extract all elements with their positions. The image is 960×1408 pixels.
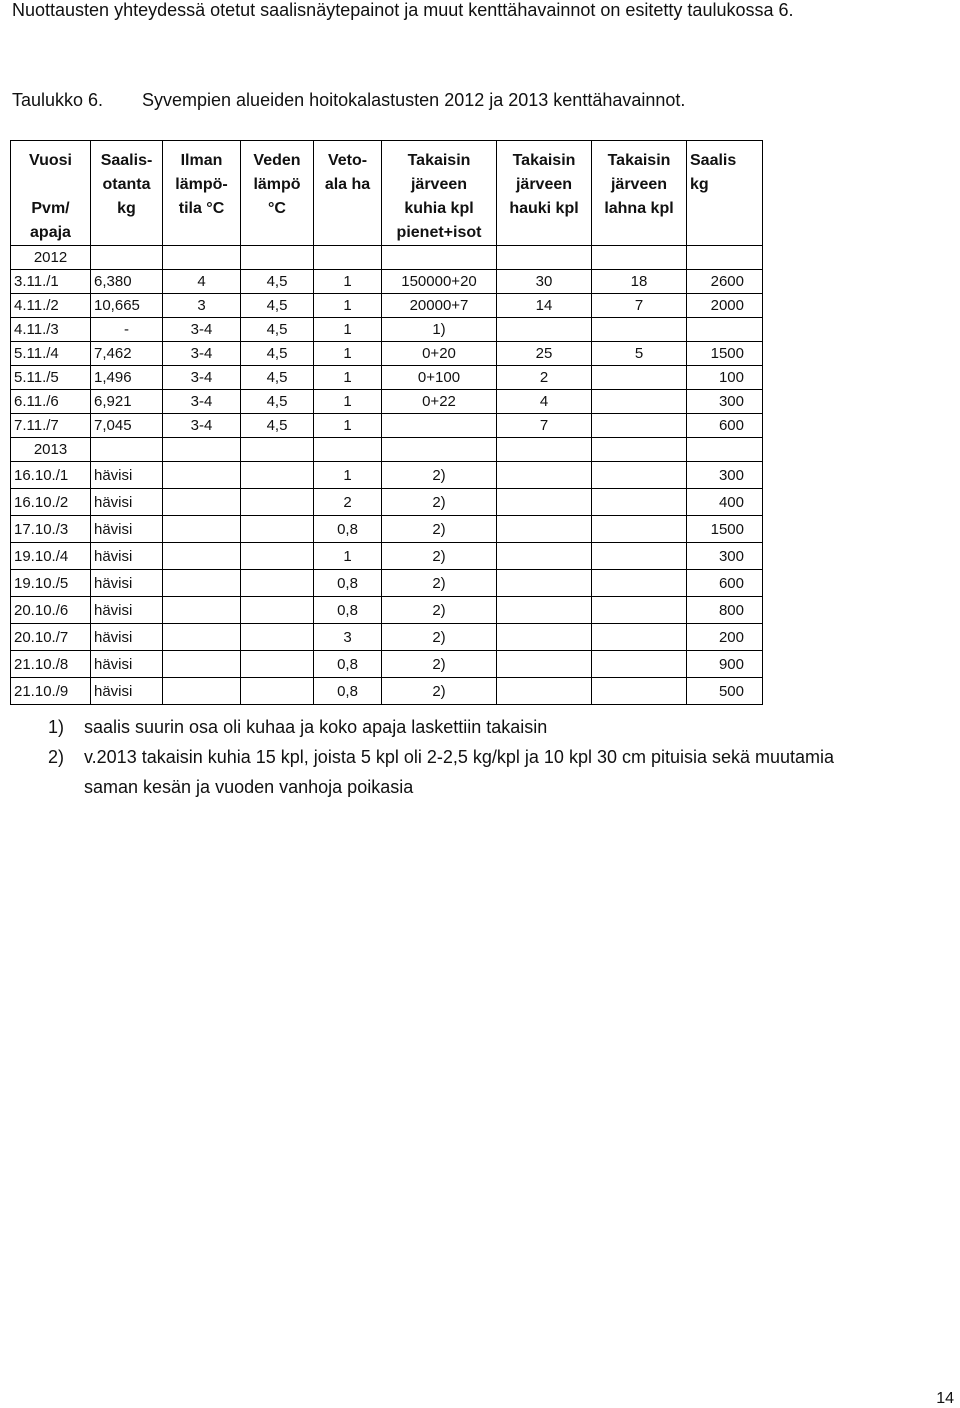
table-cell (497, 489, 592, 516)
table-cell: 900 (687, 651, 763, 678)
table-cell: 7,045 (91, 414, 163, 438)
table-cell: 1 (314, 366, 382, 390)
table-cell: 0,8 (314, 651, 382, 678)
table-cell: 25 (497, 342, 592, 366)
table-cell: 0+100 (382, 366, 497, 390)
table-cell: 4,5 (241, 294, 314, 318)
table-cell (592, 597, 687, 624)
table-cell: 2013 (11, 438, 91, 462)
table-cell: 2000 (687, 294, 763, 318)
table-cell: 150000+20 (382, 270, 497, 294)
table-cell (91, 438, 163, 462)
footnote-text: v.2013 takaisin kuhia 15 kpl, joista 5 kpl oli 2-2,5 kg/kpl ja 10 kpl 30 cm pituisia sekä muutamia saman kesän ja vuoden vanhoja poikasia (84, 747, 835, 797)
table-cell: 100 (687, 366, 763, 390)
table-cell: 3.11./1 (11, 270, 91, 294)
table-row (11, 543, 763, 570)
table-cell (592, 624, 687, 651)
table-cell (314, 438, 382, 462)
table-cell (592, 651, 687, 678)
table-cell: 7 (497, 414, 592, 438)
table-cell (241, 246, 314, 270)
table-cell: 2) (382, 597, 497, 624)
table-cell: 4.11./3 (11, 318, 91, 342)
table-cell: hävisi (91, 597, 163, 624)
table-cell: 20000+7 (382, 294, 497, 318)
table-cell (382, 414, 497, 438)
table-cell: 0+20 (382, 342, 497, 366)
table-row (11, 624, 763, 651)
table-cell (163, 516, 241, 543)
table-cell: 4,5 (241, 270, 314, 294)
table-cell: hävisi (91, 651, 163, 678)
column-header: Saalis- otanta kg (91, 141, 163, 246)
table-cell (497, 516, 592, 543)
table-cell (91, 246, 163, 270)
table-cell: 1 (314, 462, 382, 489)
table-cell: 4 (497, 390, 592, 414)
table-cell (497, 438, 592, 462)
table-cell: 1 (314, 294, 382, 318)
table-cell (592, 390, 687, 414)
table-cell: 0,8 (314, 570, 382, 597)
table-row (11, 270, 763, 294)
table-cell: 500 (687, 678, 763, 705)
table-row (11, 489, 763, 516)
table-row (11, 462, 763, 489)
table-cell: 2) (382, 651, 497, 678)
table-cell (497, 678, 592, 705)
table-cell: 3-4 (163, 390, 241, 414)
table-cell: 600 (687, 570, 763, 597)
table-cell (241, 678, 314, 705)
table-cell: hävisi (91, 678, 163, 705)
page-number: 14 (936, 1390, 954, 1407)
table-row (11, 294, 763, 318)
table-cell (687, 438, 763, 462)
table-cell: 4 (163, 270, 241, 294)
footnote (48, 712, 848, 742)
table-cell (241, 543, 314, 570)
table-cell: 1 (314, 270, 382, 294)
table-cell: 5.11./4 (11, 342, 91, 366)
table-cell: hävisi (91, 462, 163, 489)
table-cell: 300 (687, 543, 763, 570)
footnote-number: 1) (48, 717, 65, 737)
table-row (11, 390, 763, 414)
table-cell (592, 570, 687, 597)
observations-table (10, 140, 763, 705)
table-cell (163, 651, 241, 678)
table-cell (241, 489, 314, 516)
table-cell: 4,5 (241, 366, 314, 390)
table-cell: 2) (382, 516, 497, 543)
table-cell (163, 462, 241, 489)
intro-paragraph: Nuottausten yhteydessä otetut saalisnäytepainot ja muut kenttähavainnot on esitetty taulukossa 6. (12, 0, 794, 20)
table-cell (497, 318, 592, 342)
table-cell: hävisi (91, 624, 163, 651)
table-cell: 1500 (687, 516, 763, 543)
table-cell (592, 414, 687, 438)
table-cell (163, 489, 241, 516)
table-cell: - (91, 318, 163, 342)
table-cell: 2) (382, 543, 497, 570)
table-cell: 3-4 (163, 342, 241, 366)
table-cell: 1,496 (91, 366, 163, 390)
table-row (11, 342, 763, 366)
table-cell: 21.10./8 (11, 651, 91, 678)
table-cell (592, 678, 687, 705)
table-cell (163, 597, 241, 624)
table-cell: 3-4 (163, 414, 241, 438)
table-row (11, 597, 763, 624)
table-cell (592, 246, 687, 270)
table-cell: 3 (163, 294, 241, 318)
table-cell: 1500 (687, 342, 763, 366)
table-cell: 7,462 (91, 342, 163, 366)
table-cell (241, 438, 314, 462)
table-cell (163, 678, 241, 705)
table-header-row (11, 141, 763, 246)
table-cell: 2600 (687, 270, 763, 294)
table-cell (592, 516, 687, 543)
table-cell: 4,5 (241, 390, 314, 414)
table-cell: 2) (382, 678, 497, 705)
table-cell: 2) (382, 462, 497, 489)
table-cell: 4,5 (241, 414, 314, 438)
column-header: Veto- ala ha (314, 141, 382, 246)
table-cell (382, 246, 497, 270)
table-cell: 1) (382, 318, 497, 342)
table-cell (592, 438, 687, 462)
table-cell: 6,921 (91, 390, 163, 414)
table-cell: hävisi (91, 543, 163, 570)
table-cell: 3 (314, 624, 382, 651)
table-cell: 1 (314, 543, 382, 570)
table-cell (592, 318, 687, 342)
table-cell: 7 (592, 294, 687, 318)
table-cell: 17.10./3 (11, 516, 91, 543)
table-cell (687, 318, 763, 342)
table-cell (163, 438, 241, 462)
table-row (11, 678, 763, 705)
table-cell: 1 (314, 414, 382, 438)
table-cell: 14 (497, 294, 592, 318)
table-cell (592, 462, 687, 489)
table-cell (163, 624, 241, 651)
table-cell: 4,5 (241, 342, 314, 366)
table-cell: 300 (687, 462, 763, 489)
table-cell: 6,380 (91, 270, 163, 294)
table-cell (497, 246, 592, 270)
table-row (11, 438, 763, 462)
table-cell (163, 570, 241, 597)
table-cell (497, 651, 592, 678)
table-cell: 800 (687, 597, 763, 624)
caption-text: Syvempien alueiden hoitokalastusten 2012 ja 2013 kenttähavainnot. (142, 90, 686, 110)
table-cell: 6.11./6 (11, 390, 91, 414)
table-cell: 1 (314, 390, 382, 414)
footnote-text: saalis suurin osa oli kuhaa ja koko apaja laskettiin takaisin (84, 717, 548, 737)
table-cell: 19.10./4 (11, 543, 91, 570)
table-cell (241, 624, 314, 651)
table-row (11, 366, 763, 390)
table-cell: 16.10./1 (11, 462, 91, 489)
table-cell: 0+22 (382, 390, 497, 414)
column-header: Takaisin järveen kuhia kpl pienet+isot (382, 141, 497, 246)
table-cell: 2 (314, 489, 382, 516)
table-cell: hävisi (91, 489, 163, 516)
table-body (11, 246, 763, 705)
table-cell: 2) (382, 489, 497, 516)
table-cell (382, 438, 497, 462)
table-cell (163, 543, 241, 570)
column-header: Takaisin järveen lahna kpl (592, 141, 687, 246)
table-cell: 2012 (11, 246, 91, 270)
table-cell (592, 366, 687, 390)
table-cell: 5 (592, 342, 687, 366)
table-cell: 16.10./2 (11, 489, 91, 516)
table-cell: 1 (314, 342, 382, 366)
table-cell (163, 246, 241, 270)
table-cell (314, 246, 382, 270)
table-cell (241, 516, 314, 543)
table-cell (497, 462, 592, 489)
table-cell: 1 (314, 318, 382, 342)
footnote-number: 2) (48, 747, 65, 767)
table-cell: 4,5 (241, 318, 314, 342)
table-cell: 20.10./6 (11, 597, 91, 624)
table-cell (241, 651, 314, 678)
caption-label: Taulukko 6. (12, 90, 104, 110)
table-row (11, 246, 763, 270)
table-cell: hävisi (91, 516, 163, 543)
table-cell: 7.11./7 (11, 414, 91, 438)
table-cell: 2) (382, 624, 497, 651)
footnotes (48, 712, 848, 802)
column-header: Saalis kg (687, 141, 763, 246)
table-cell (592, 489, 687, 516)
table-cell: 20.10./7 (11, 624, 91, 651)
table-row (11, 651, 763, 678)
table-row (11, 318, 763, 342)
table-cell (241, 597, 314, 624)
table-cell: 400 (687, 489, 763, 516)
table-cell: hävisi (91, 570, 163, 597)
column-header: Veden lämpö °C (241, 141, 314, 246)
table-cell: 3-4 (163, 318, 241, 342)
table-cell (497, 570, 592, 597)
table-cell (497, 597, 592, 624)
table-cell: 0,8 (314, 516, 382, 543)
table-cell: 0,8 (314, 597, 382, 624)
column-header: Ilman lämpö- tila °C (163, 141, 241, 246)
table-row (11, 570, 763, 597)
table-row (11, 516, 763, 543)
table-cell: 0,8 (314, 678, 382, 705)
table-cell: 2 (497, 366, 592, 390)
table-cell (497, 543, 592, 570)
table-cell (241, 462, 314, 489)
column-header: Vuosi Pvm/ apaja (11, 141, 91, 246)
table-cell (241, 570, 314, 597)
table-cell: 4.11./2 (11, 294, 91, 318)
table-cell (592, 543, 687, 570)
table-cell: 200 (687, 624, 763, 651)
footnote (48, 742, 848, 802)
table-cell: 600 (687, 414, 763, 438)
table-cell: 300 (687, 390, 763, 414)
column-header: Takaisin järveen hauki kpl (497, 141, 592, 246)
table-cell: 2) (382, 570, 497, 597)
table-cell (497, 624, 592, 651)
table-cell (687, 246, 763, 270)
table-cell: 5.11./5 (11, 366, 91, 390)
table-row (11, 414, 763, 438)
table-cell: 30 (497, 270, 592, 294)
table-cell: 21.10./9 (11, 678, 91, 705)
table-caption (12, 90, 685, 111)
table-cell: 3-4 (163, 366, 241, 390)
table-cell: 18 (592, 270, 687, 294)
table-cell: 19.10./5 (11, 570, 91, 597)
table-cell: 10,665 (91, 294, 163, 318)
